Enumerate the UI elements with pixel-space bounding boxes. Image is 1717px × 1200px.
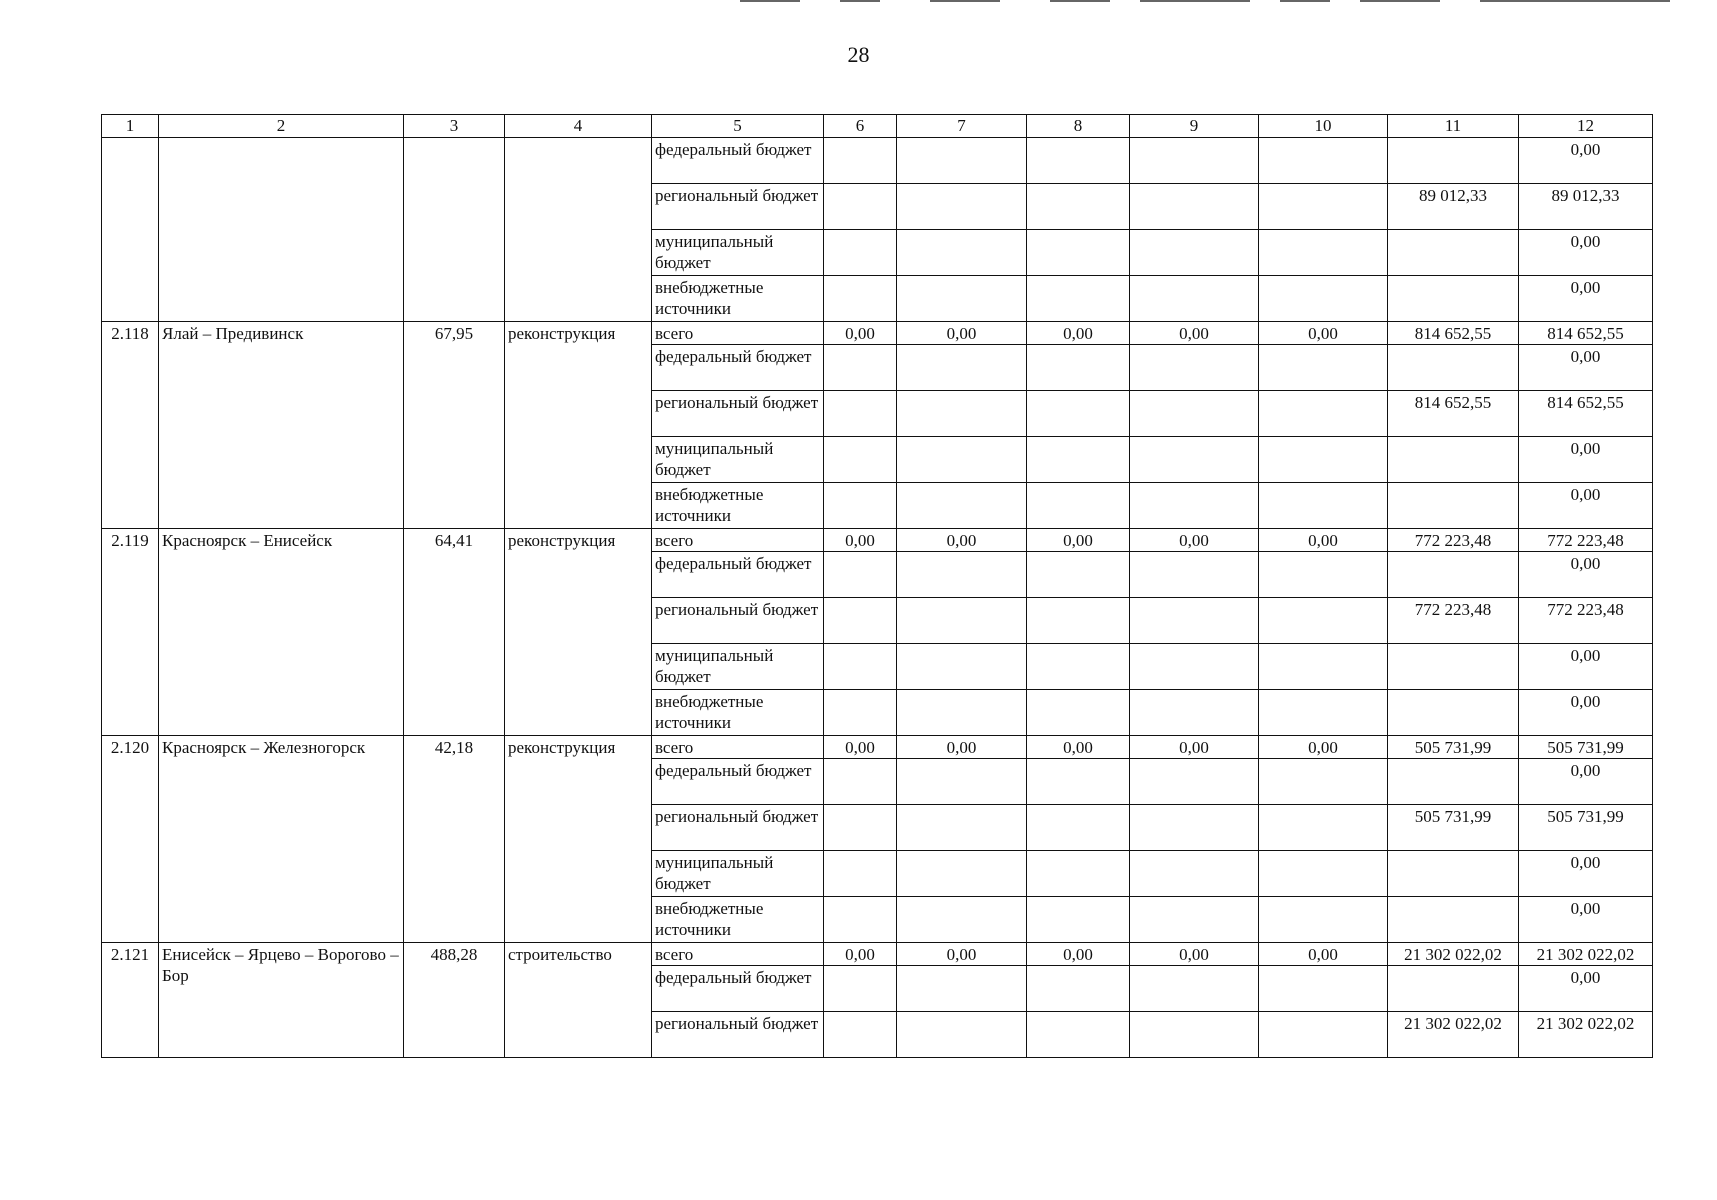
value-cell-c7 [897,598,1027,644]
funding-source: всего [652,322,824,345]
object-length [404,138,505,322]
value-cell-c12: 0,00 [1519,230,1653,276]
value-cell-c7 [897,437,1027,483]
value-cell-c9 [1130,598,1259,644]
funding-source: региональный бюджет [652,391,824,437]
value-cell-c6 [824,345,897,391]
value-cell-c12: 0,00 [1519,552,1653,598]
value-cell-c7 [897,483,1027,529]
value-cell-c6 [824,851,897,897]
value-cell-c11 [1388,437,1519,483]
value-cell-c8 [1027,138,1130,184]
value-cell-c8 [1027,391,1130,437]
value-cell-c9 [1130,230,1259,276]
value-cell-c8 [1027,851,1130,897]
value-cell-c8 [1027,644,1130,690]
value-cell-c11 [1388,966,1519,1012]
funding-source: внебюджетные источники [652,483,824,529]
value-cell-c6: 0,00 [824,736,897,759]
value-cell-c9 [1130,851,1259,897]
value-cell-c8: 0,00 [1027,322,1130,345]
value-cell-c8 [1027,966,1130,1012]
work-type: реконструкция [505,322,652,529]
column-header: 2 [159,115,404,138]
funding-source: муниципальный бюджет [652,644,824,690]
value-cell-c9 [1130,184,1259,230]
value-cell-c9 [1130,1012,1259,1058]
funding-source: всего [652,943,824,966]
work-type [505,138,652,322]
value-cell-c7 [897,138,1027,184]
value-cell-c12: 505 731,99 [1519,736,1653,759]
funding-source: федеральный бюджет [652,345,824,391]
value-cell-c12: 21 302 022,02 [1519,1012,1653,1058]
value-cell-c9 [1130,690,1259,736]
value-cell-c7 [897,644,1027,690]
value-cell-c8: 0,00 [1027,529,1130,552]
value-cell-c8 [1027,690,1130,736]
funding-source: федеральный бюджет [652,552,824,598]
column-header: 9 [1130,115,1259,138]
value-cell-c10 [1259,759,1388,805]
value-cell-c8 [1027,897,1130,943]
table-row [102,943,1653,966]
column-header: 7 [897,115,1027,138]
column-header: 5 [652,115,824,138]
value-cell-c10: 0,00 [1259,943,1388,966]
value-cell-c7 [897,851,1027,897]
value-cell-c12: 0,00 [1519,345,1653,391]
value-cell-c11: 814 652,55 [1388,322,1519,345]
value-cell-c9: 0,00 [1130,943,1259,966]
value-cell-c10 [1259,138,1388,184]
value-cell-c12: 0,00 [1519,483,1653,529]
funding-source: внебюджетные источники [652,690,824,736]
value-cell-c9 [1130,391,1259,437]
object-name [159,138,404,322]
value-cell-c6 [824,598,897,644]
value-cell-c12: 814 652,55 [1519,391,1653,437]
value-cell-c6 [824,897,897,943]
value-cell-c8 [1027,184,1130,230]
value-cell-c9: 0,00 [1130,322,1259,345]
value-cell-c10: 0,00 [1259,322,1388,345]
value-cell-c12: 89 012,33 [1519,184,1653,230]
object-length: 42,18 [404,736,505,943]
page-number: 28 [847,42,870,67]
value-cell-c7 [897,230,1027,276]
value-cell-c10 [1259,644,1388,690]
value-cell-c9: 0,00 [1130,529,1259,552]
value-cell-c10: 0,00 [1259,736,1388,759]
value-cell-c10 [1259,437,1388,483]
value-cell-c10 [1259,598,1388,644]
value-cell-c11: 772 223,48 [1388,529,1519,552]
value-cell-c12: 0,00 [1519,759,1653,805]
value-cell-c7 [897,805,1027,851]
value-cell-c6 [824,644,897,690]
value-cell-c12: 0,00 [1519,690,1653,736]
table-row [102,736,1653,759]
value-cell-c6 [824,966,897,1012]
value-cell-c9 [1130,759,1259,805]
value-cell-c12: 0,00 [1519,897,1653,943]
funding-source: муниципальный бюджет [652,230,824,276]
value-cell-c10 [1259,897,1388,943]
value-cell-c11 [1388,552,1519,598]
work-type: реконструкция [505,529,652,736]
value-cell-c6 [824,759,897,805]
value-cell-c11: 505 731,99 [1388,736,1519,759]
object-length: 488,28 [404,943,505,1058]
value-cell-c8 [1027,598,1130,644]
work-type: строительство [505,943,652,1058]
value-cell-c9 [1130,276,1259,322]
value-cell-c12: 814 652,55 [1519,322,1653,345]
value-cell-c12: 0,00 [1519,851,1653,897]
value-cell-c11 [1388,690,1519,736]
value-cell-c8 [1027,1012,1130,1058]
object-name: Енисейск – Ярцево – Ворогово – Бор [159,943,404,1058]
value-cell-c9 [1130,437,1259,483]
value-cell-c6: 0,00 [824,943,897,966]
value-cell-c9: 0,00 [1130,736,1259,759]
value-cell-c9 [1130,552,1259,598]
value-cell-c11: 814 652,55 [1388,391,1519,437]
value-cell-c6 [824,184,897,230]
object-number [102,138,159,322]
value-cell-c11: 505 731,99 [1388,805,1519,851]
object-number: 2.118 [102,322,159,529]
value-cell-c7 [897,897,1027,943]
value-cell-c7 [897,184,1027,230]
value-cell-c11 [1388,345,1519,391]
value-cell-c7 [897,759,1027,805]
column-header: 4 [505,115,652,138]
value-cell-c11: 772 223,48 [1388,598,1519,644]
value-cell-c10 [1259,345,1388,391]
value-cell-c11 [1388,230,1519,276]
budget-table [101,114,1653,1058]
column-number-header [102,115,1653,138]
value-cell-c6 [824,138,897,184]
value-cell-c6 [824,552,897,598]
column-header: 6 [824,115,897,138]
value-cell-c6 [824,1012,897,1058]
value-cell-c12: 0,00 [1519,966,1653,1012]
column-header: 10 [1259,115,1388,138]
object-name: Красноярск – Железногорск [159,736,404,943]
value-cell-c9 [1130,805,1259,851]
column-header: 11 [1388,115,1519,138]
funding-source: всего [652,529,824,552]
column-header: 1 [102,115,159,138]
value-cell-c10 [1259,230,1388,276]
value-cell-c8 [1027,552,1130,598]
value-cell-c10 [1259,805,1388,851]
column-header: 3 [404,115,505,138]
funding-source: всего [652,736,824,759]
object-length: 67,95 [404,322,505,529]
value-cell-c6: 0,00 [824,529,897,552]
table-row [102,322,1653,345]
value-cell-c6 [824,230,897,276]
funding-source: региональный бюджет [652,1012,824,1058]
value-cell-c12: 0,00 [1519,138,1653,184]
value-cell-c12: 21 302 022,02 [1519,943,1653,966]
value-cell-c10 [1259,483,1388,529]
funding-source: муниципальный бюджет [652,437,824,483]
value-cell-c7: 0,00 [897,943,1027,966]
value-cell-c12: 0,00 [1519,437,1653,483]
value-cell-c11 [1388,851,1519,897]
value-cell-c8 [1027,345,1130,391]
value-cell-c12: 505 731,99 [1519,805,1653,851]
value-cell-c6 [824,391,897,437]
value-cell-c9 [1130,966,1259,1012]
value-cell-c6 [824,437,897,483]
value-cell-c7 [897,690,1027,736]
value-cell-c8: 0,00 [1027,736,1130,759]
value-cell-c7: 0,00 [897,529,1027,552]
object-length: 64,41 [404,529,505,736]
value-cell-c6 [824,690,897,736]
value-cell-c7 [897,276,1027,322]
table-row [102,529,1653,552]
value-cell-c12: 772 223,48 [1519,529,1653,552]
value-cell-c12: 0,00 [1519,276,1653,322]
funding-source: федеральный бюджет [652,138,824,184]
value-cell-c10 [1259,851,1388,897]
funding-source: внебюджетные источники [652,897,824,943]
value-cell-c7 [897,345,1027,391]
value-cell-c10 [1259,690,1388,736]
value-cell-c10: 0,00 [1259,529,1388,552]
value-cell-c8 [1027,230,1130,276]
value-cell-c10 [1259,276,1388,322]
work-type: реконструкция [505,736,652,943]
object-number: 2.121 [102,943,159,1058]
value-cell-c7 [897,966,1027,1012]
value-cell-c6 [824,483,897,529]
funding-source: федеральный бюджет [652,759,824,805]
funding-source: региональный бюджет [652,598,824,644]
value-cell-c8 [1027,437,1130,483]
value-cell-c9 [1130,138,1259,184]
value-cell-c11: 21 302 022,02 [1388,1012,1519,1058]
value-cell-c7: 0,00 [897,736,1027,759]
value-cell-c6 [824,805,897,851]
funding-source: муниципальный бюджет [652,851,824,897]
funding-source: региональный бюджет [652,805,824,851]
object-number: 2.120 [102,736,159,943]
funding-source: федеральный бюджет [652,966,824,1012]
column-header: 8 [1027,115,1130,138]
object-number: 2.119 [102,529,159,736]
value-cell-c12: 772 223,48 [1519,598,1653,644]
value-cell-c11 [1388,138,1519,184]
value-cell-c9 [1130,897,1259,943]
value-cell-c10 [1259,1012,1388,1058]
value-cell-c7 [897,1012,1027,1058]
value-cell-c7: 0,00 [897,322,1027,345]
value-cell-c11: 89 012,33 [1388,184,1519,230]
value-cell-c11: 21 302 022,02 [1388,943,1519,966]
value-cell-c10 [1259,391,1388,437]
funding-source: региональный бюджет [652,184,824,230]
value-cell-c9 [1130,345,1259,391]
funding-source: внебюджетные источники [652,276,824,322]
value-cell-c6 [824,276,897,322]
value-cell-c11 [1388,483,1519,529]
object-name: Ялай – Предивинск [159,322,404,529]
value-cell-c8 [1027,276,1130,322]
value-cell-c10 [1259,966,1388,1012]
value-cell-c11 [1388,276,1519,322]
value-cell-c9 [1130,483,1259,529]
table-row [102,138,1653,184]
value-cell-c12: 0,00 [1519,644,1653,690]
value-cell-c11 [1388,644,1519,690]
value-cell-c6: 0,00 [824,322,897,345]
value-cell-c10 [1259,184,1388,230]
object-name: Красноярск – Енисейск [159,529,404,736]
value-cell-c8 [1027,483,1130,529]
value-cell-c10 [1259,552,1388,598]
value-cell-c9 [1130,644,1259,690]
value-cell-c7 [897,391,1027,437]
value-cell-c8: 0,00 [1027,943,1130,966]
column-header: 12 [1519,115,1653,138]
scan-artifacts [720,0,1680,3]
value-cell-c7 [897,552,1027,598]
value-cell-c8 [1027,759,1130,805]
value-cell-c11 [1388,759,1519,805]
value-cell-c11 [1388,897,1519,943]
value-cell-c8 [1027,805,1130,851]
